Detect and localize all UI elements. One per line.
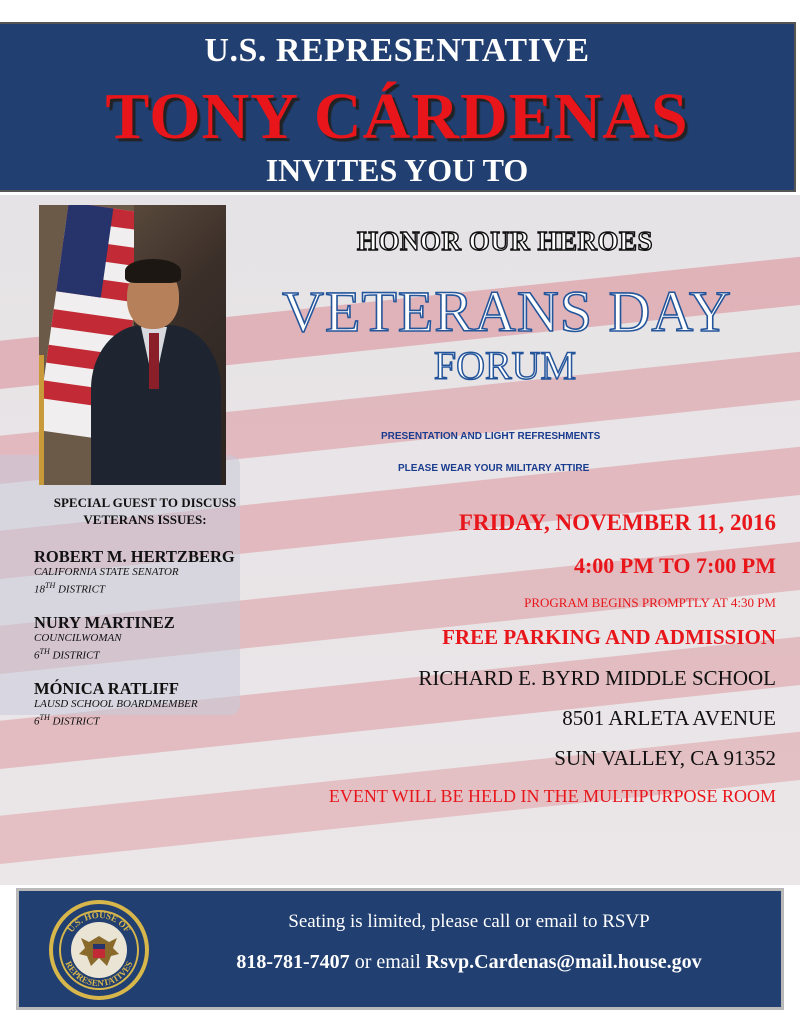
header-title-line: U.S. REPRESENTATIVE	[204, 32, 590, 69]
guest-role: COUNCILWOMAN	[34, 632, 122, 644]
venue-street: 8501 ARLETA AVENUE	[562, 706, 776, 730]
room-note: EVENT WILL BE HELD IN THE MULTIPURPOSE ROOM	[328, 786, 776, 806]
rsvp-phone[interactable]: 818-781-7407	[236, 951, 350, 973]
event-date: FRIDAY, NOVEMBER 11, 2016	[458, 510, 776, 535]
guest-role: CALIFORNIA STATE SENATOR	[34, 566, 179, 578]
svg-text:REPRESENTATIVES: REPRESENTATIVES	[63, 959, 135, 989]
guest-name: NURY MARTINEZ	[34, 613, 175, 632]
guest-name: MÓNICA RATLIFF	[34, 679, 179, 698]
header-banner	[0, 22, 796, 192]
rsvp-footer	[16, 888, 784, 1010]
svg-text:U.S. HOUSE OF: U.S. HOUSE OF	[65, 909, 133, 935]
guest-entry	[34, 679, 274, 729]
guest-district: 18TH DISTRICT	[34, 581, 106, 596]
honor-heading: HONOR OUR HEROES	[356, 226, 654, 256]
guest-name: ROBERT M. HERTZBERG	[34, 547, 235, 566]
guest-entry	[34, 613, 274, 663]
portrait-photo	[39, 205, 226, 485]
venue-city: SUN VALLEY, CA 91352	[554, 746, 776, 770]
special-guest-heading: SPECIAL GUEST TO DISCUSS VETERANS ISSUES:	[53, 495, 237, 527]
venue-name: RICHARD E. BYRD MIDDLE SCHOOL	[418, 666, 776, 690]
event-time: 4:00 PM TO 7:00 PM	[573, 553, 776, 578]
forum-title: FORUM	[433, 343, 577, 388]
invites-line: INVITES YOU TO	[265, 152, 529, 188]
veterans-day-title: VETERANS DAY	[282, 279, 732, 344]
program-start: PROGRAM BEGINS PROMPTLY AT 4:30 PM	[524, 595, 776, 610]
presentation-note: PRESENTATION AND LIGHT REFRESHMENTS	[381, 431, 601, 442]
or-email-text: or email	[354, 951, 421, 973]
house-seal-icon	[49, 900, 149, 1000]
representative-name: TONY CÁRDENAS	[105, 80, 689, 153]
parking-admission: FREE PARKING AND ADMISSION	[442, 625, 776, 649]
attire-note: PLEASE WEAR YOUR MILITARY ATTIRE	[398, 463, 590, 474]
guest-district: 6TH DISTRICT	[34, 647, 100, 662]
guest-role: LAUSD SCHOOL BOARDMEMBER	[34, 698, 198, 710]
rsvp-email[interactable]: Rsvp.Cardenas@mail.house.gov	[425, 951, 702, 973]
guest-entry	[34, 547, 274, 597]
guest-district: 6TH DISTRICT	[34, 713, 100, 728]
seating-note: Seating is limited, please call or email to RSVP	[288, 911, 650, 932]
rsvp-contact	[169, 951, 769, 974]
